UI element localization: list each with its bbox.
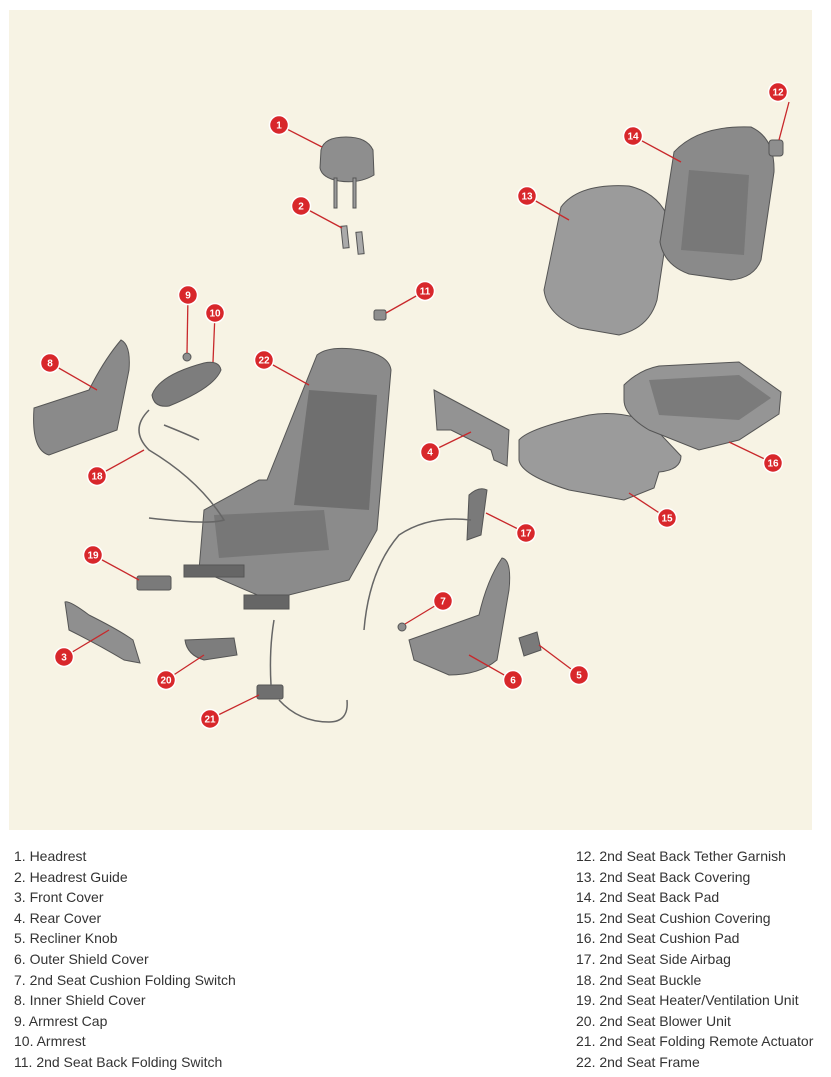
legend-right-column: [576, 846, 813, 1073]
legend-left-column: [14, 846, 236, 1073]
recliner-knob-part: [519, 632, 541, 656]
legend-item: 14. 2nd Seat Back Pad: [576, 889, 720, 906]
legend-item: 7. 2nd Seat Cushion Folding Switch: [14, 971, 236, 988]
callout-number: 17: [520, 528, 532, 540]
callout-badge-16: [764, 454, 783, 473]
callout-badge-22: [255, 351, 274, 370]
callout-badge-13: [518, 187, 537, 206]
callout-number: 9: [185, 290, 191, 302]
rear-cover-part: [434, 390, 509, 466]
legend-item: 20. 2nd Seat Blower Unit: [576, 1012, 731, 1029]
callout-number: 6: [510, 675, 516, 687]
callout-badge-6: [504, 671, 523, 690]
legend-item: 11. 2nd Seat Back Folding Switch: [14, 1053, 223, 1070]
legend-item: 19. 2nd Seat Heater/Ventilation Unit: [576, 992, 799, 1009]
callout-badge-8: [41, 354, 60, 373]
legend-item: 2. Headrest Guide: [14, 868, 128, 885]
callout-badge-2: [292, 197, 311, 216]
legend-item: 6. Outer Shield Cover: [14, 950, 149, 967]
legend-item: 4. Rear Cover: [14, 909, 102, 926]
callout-number: 10: [209, 308, 221, 320]
callout-number: 21: [204, 714, 216, 726]
armrest-part: [152, 362, 221, 406]
callout-number: 20: [160, 675, 172, 687]
callout-badge-21: [201, 710, 220, 729]
callout-badge-7: [434, 592, 453, 611]
legend-item: 12. 2nd Seat Back Tether Garnish: [576, 848, 786, 864]
callout-badge-11: [416, 282, 435, 301]
legend-item: 5. Recliner Knob: [14, 930, 118, 947]
callout-badge-9: [179, 286, 198, 305]
callout-number: 7: [440, 596, 446, 608]
callout-number: 18: [91, 471, 103, 483]
headrest-part: [320, 137, 374, 208]
callout-badge-20: [157, 671, 176, 690]
legend-item: 1. Headrest: [14, 848, 87, 864]
seat-frame-part: [184, 348, 391, 609]
callout-number: 5: [576, 670, 582, 682]
callout-number: 11: [419, 286, 431, 298]
legend-item: 9. Armrest Cap: [14, 1012, 108, 1029]
callout-badge-4: [421, 443, 440, 462]
legend-item: 21. 2nd Seat Folding Remote Actuator: [576, 1033, 814, 1050]
callout-number: 15: [661, 513, 673, 525]
headrest-guide-part: [341, 226, 364, 255]
outer-shield-cover-part: [409, 558, 510, 675]
side-airbag-part: [364, 489, 487, 630]
legend-item: 10. Armrest: [14, 1033, 86, 1050]
legend-item: 3. Front Cover: [14, 889, 104, 906]
callout-badge-12: [769, 83, 788, 102]
blower-unit-part: [185, 638, 237, 660]
heater-ventilation-unit-part: [137, 576, 171, 590]
seat-back-covering-part: [544, 186, 669, 335]
remote-actuator-part: [257, 620, 347, 722]
callout-number: 19: [87, 550, 99, 562]
callout-badge-1: [270, 116, 289, 135]
callout-number: 12: [772, 87, 784, 99]
armrest-cap-part: [183, 353, 191, 361]
legend-item: 18. 2nd Seat Buckle: [576, 971, 702, 988]
tether-garnish-part: [769, 140, 783, 156]
callout-number: 1: [276, 120, 282, 132]
front-cover-part: [65, 602, 140, 663]
callout-number: 2: [298, 201, 304, 213]
legend-item: 8. Inner Shield Cover: [14, 992, 146, 1009]
legend-item: 16. 2nd Seat Cushion Pad: [576, 930, 740, 947]
callout-number: 22: [258, 355, 270, 367]
callout-number: 14: [627, 131, 639, 143]
legend-item: 15. 2nd Seat Cushion Covering: [576, 909, 771, 926]
back-folding-switch-part: [374, 310, 386, 320]
callout-badge-15: [658, 509, 677, 528]
legend-item: 22. 2nd Seat Frame: [576, 1053, 700, 1070]
buckle-wire-part: [139, 410, 224, 522]
callout-badge-5: [570, 666, 589, 685]
callout-number: 8: [47, 358, 53, 370]
callout-badge-17: [517, 524, 536, 543]
callout-badge-10: [206, 304, 225, 323]
exploded-seat-diagram: [9, 10, 812, 830]
callout-number: 4: [427, 447, 433, 459]
callout-badge-18: [88, 467, 107, 486]
legend-item: 17. 2nd Seat Side Airbag: [576, 950, 731, 967]
callout-badge-14: [624, 127, 643, 146]
cushion-folding-switch-part: [398, 623, 406, 631]
callout-number: 13: [521, 191, 533, 203]
legend-item: 13. 2nd Seat Back Covering: [576, 868, 751, 885]
callout-number: 16: [767, 458, 779, 470]
callout-badge-19: [84, 546, 103, 565]
callout-number: 3: [61, 652, 67, 664]
callout-badge-3: [55, 648, 74, 667]
